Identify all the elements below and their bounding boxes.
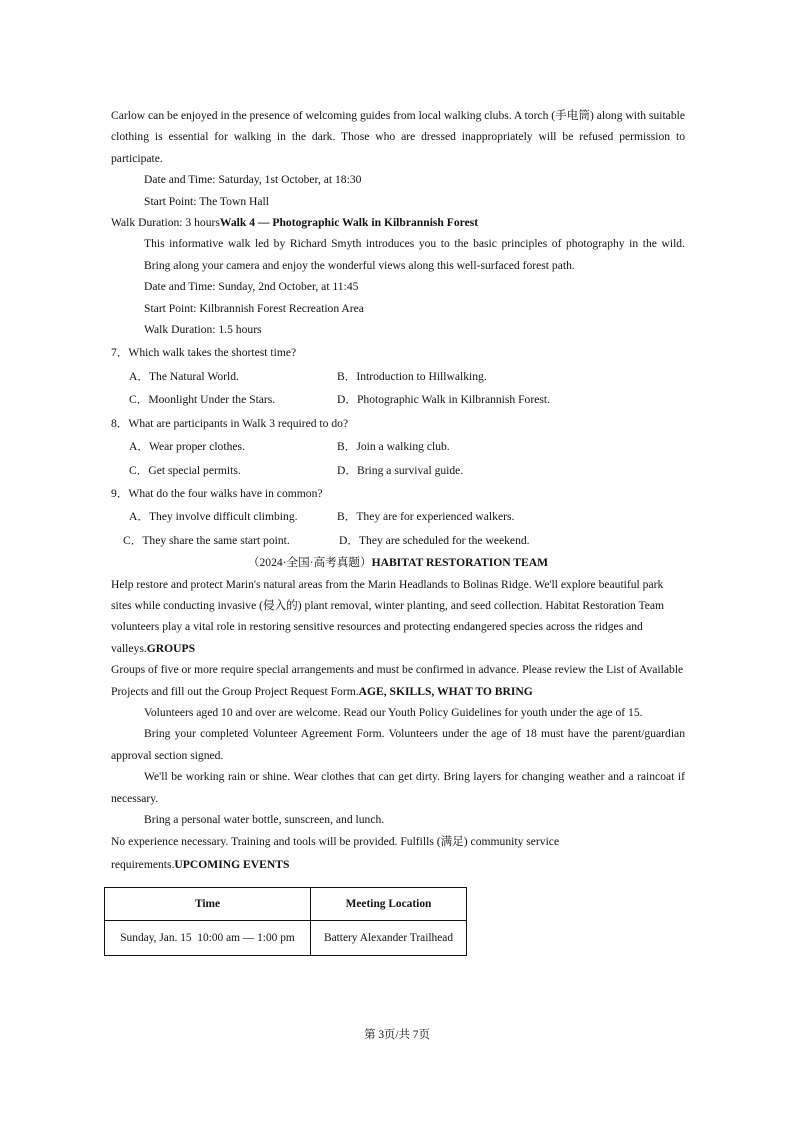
age-line-3: We'll be working rain or shine. Wear clothes that can get dirty. Bring layers for changing weather and a raincoat if necessary.: [111, 770, 685, 805]
walk4-duration: Walk Duration: 1.5 hours: [144, 323, 262, 337]
table-header-location: Meeting Location: [311, 888, 467, 921]
passage2-intro-block: [111, 574, 685, 660]
walk3-duration-line: [111, 212, 685, 233]
question-8-option-a: A．Wear proper clothes.: [129, 440, 245, 454]
question-8-options-row1: [111, 436, 685, 457]
question-9-option-b: B．They are for experienced walkers.: [337, 510, 515, 524]
passage2-heading: [111, 552, 685, 573]
passage2-intro: Help restore and protect Marin's natural areas from the Marin Headlands to Bolinas Ridge. We'll explore beautiful park sites while conducting invasive (侵入的) plant removal, winter planting, and seed collection. Habitat Restoration Team volunteers play a vital role in restoring sensitive resources and protecting endangered species across the ridges and valleys.: [111, 577, 665, 655]
question-8-option-b: B．Join a walking club.: [337, 440, 450, 454]
passage2-source: （2024·全国·高考真题）: [247, 556, 372, 570]
question-8-stem: 8．What are participants in Walk 3 required to do?: [111, 416, 349, 430]
age-line-2: Bring your completed Volunteer Agreement Form. Volunteers under the age of 18 must have the parent/guardian approval section signed.: [111, 727, 685, 762]
age-line-1: Volunteers aged 10 and over are welcome. Read our Youth Policy Guidelines for youth under the age of 15.: [144, 705, 643, 719]
question-9-option-c: C．They share the same start point.: [123, 533, 290, 547]
question-7-stem: 7．Which walk takes the shortest time?: [111, 346, 297, 360]
question-7-option-a: A．The Natural World.: [129, 369, 239, 383]
question-9-options-row2: [111, 530, 685, 551]
page-footer: 第 3页/共 7页: [364, 1029, 430, 1041]
experience-line-2: requirements.: [111, 857, 175, 871]
walk4-description-text: This informative walk led by Richard Smyth introduces you to the basic principles of photography in the wild. Bring along your camera and enjoy the wonderful views along this well-surfaced forest path.: [144, 237, 685, 272]
question-9-option-d: D．They are scheduled for the weekend.: [339, 533, 530, 547]
groups-text: Groups of five or more require special arrangements and must be confirmed in advance. Please review the List of Available Projects and fill out the Group Project Request Form.: [111, 663, 684, 698]
question-7-option-d: D．Photographic Walk in Kilbrannish Forest.: [337, 393, 550, 407]
question-9-options-row1: [111, 506, 685, 527]
walk4-start-point: Start Point: Kilbrannish Forest Recreation Area: [144, 301, 364, 315]
question-7-options-row1: [111, 366, 685, 387]
question-9-stem: 9．What do the four walks have in common?: [111, 486, 323, 500]
passage2-title: HABITAT RESTORATION TEAM: [371, 556, 549, 570]
question-8-option-d: D．Bring a survival guide.: [337, 463, 464, 477]
walk4-description: [111, 233, 685, 276]
question-8-option-c: C．Get special permits.: [129, 463, 241, 477]
walk3-date-time: Date and Time: Saturday, 1st October, at 18:30: [144, 173, 362, 187]
question-7-option-b: B．Introduction to Hillwalking.: [337, 369, 487, 383]
walk4-date-time: Date and Time: Sunday, 2nd October, at 11:45: [144, 280, 359, 294]
walk3-start-point: Start Point: The Town Hall: [144, 194, 270, 208]
walk3-description: Carlow can be enjoyed in the presence of welcoming guides from local walking clubs. A torch (手电筒) along with suitable clothing is essential for walking in the dark. Those who are dressed inappropriately will be refused permission to participate.: [111, 109, 685, 165]
question-9-option-a: A．They involve difficult climbing.: [129, 510, 298, 524]
question-7-options-row2: [111, 389, 685, 410]
age-heading: AGE, SKILLS, WHAT TO BRING: [358, 684, 533, 698]
walk3-duration: Walk Duration: 3 hours: [111, 216, 220, 230]
groups-block: [111, 659, 685, 702]
events-heading: UPCOMING EVENTS: [174, 857, 290, 871]
table-header-row: [105, 888, 467, 921]
table-row: [105, 921, 467, 956]
document-body: [111, 105, 685, 875]
experience-line-1: No experience necessary. Training and tools will be provided. Fulfills (满足) community service: [111, 835, 560, 849]
experience-line-2-block: [111, 854, 685, 875]
table-header-time: Time: [105, 888, 311, 921]
upcoming-events-table: [104, 887, 467, 956]
table-cell-location: Battery Alexander Trailhead: [311, 921, 467, 956]
age-line-4: Bring a personal water bottle, sunscreen, and lunch.: [144, 813, 385, 826]
table-cell-time: Sunday, Jan. 15 10:00 am — 1:00 pm: [105, 921, 311, 956]
groups-heading: GROUPS: [146, 641, 196, 655]
question-8-options-row2: [111, 460, 685, 481]
question-7-option-c: C．Moonlight Under the Stars.: [129, 393, 276, 407]
walk4-title: Walk 4 — Photographic Walk in Kilbrannish Forest: [219, 216, 479, 230]
